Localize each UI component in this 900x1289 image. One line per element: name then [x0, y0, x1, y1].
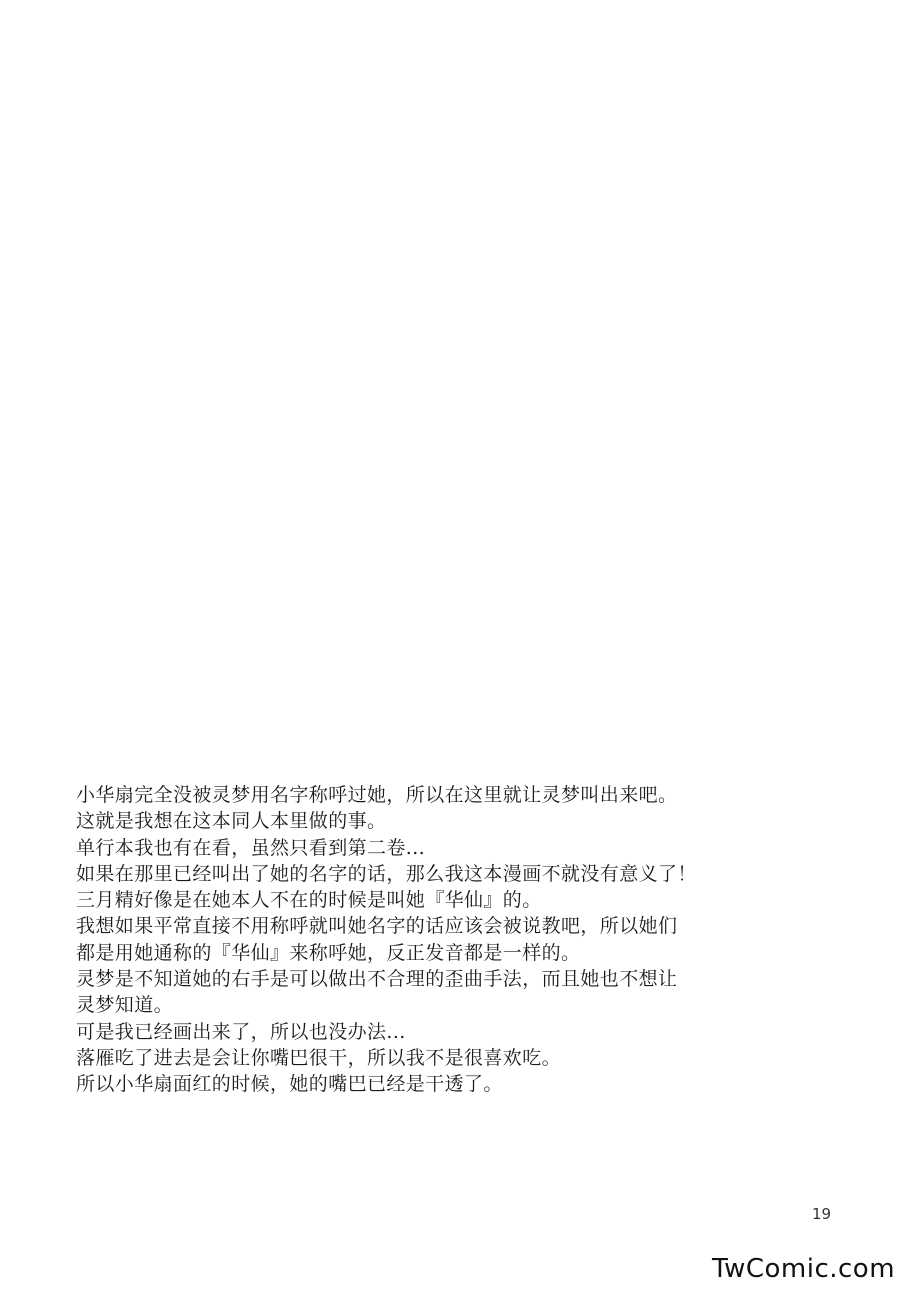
watermark: TwComic.com: [712, 1254, 896, 1284]
page-number: 19: [812, 1205, 832, 1223]
text-line: 所以小华扇面红的时候，她的嘴巴已经是干透了。: [76, 1073, 503, 1096]
text-line: 我想如果平常直接不用称呼就叫她名字的话应该会被说教吧，所以她们: [76, 915, 678, 938]
text-line: 灵梦是不知道她的右手是可以做出不合理的歪曲手法，而且她也不想让: [76, 968, 678, 991]
text-line: 落雁吃了进去是会让你嘴巴很干，所以我不是很喜欢吃。: [76, 1046, 562, 1069]
text-line: 如果在那里已经叫出了她的名字的话，那么我这本漫画不就没有意义了！: [76, 862, 697, 885]
text-line: 三月精好像是在她本人不在的时候是叫她『华仙』的。: [76, 889, 542, 912]
text-line: 都是用她通称的『华仙』来称呼她，反正发音都是一样的。: [76, 941, 581, 964]
text-line: 这就是我想在这本同人本里做的事。: [76, 810, 387, 833]
text-line: 小华扇完全没被灵梦用名字称呼过她，所以在这里就让灵梦叫出来吧。: [76, 784, 678, 806]
text-line: 灵梦知道。: [76, 994, 174, 1017]
afterword-text: [76, 782, 816, 1098]
text-line: 可是我已经画出来了，所以也没办法...: [76, 1020, 406, 1043]
text-line: 单行本我也有在看，虽然只看到第二卷...: [76, 836, 426, 859]
